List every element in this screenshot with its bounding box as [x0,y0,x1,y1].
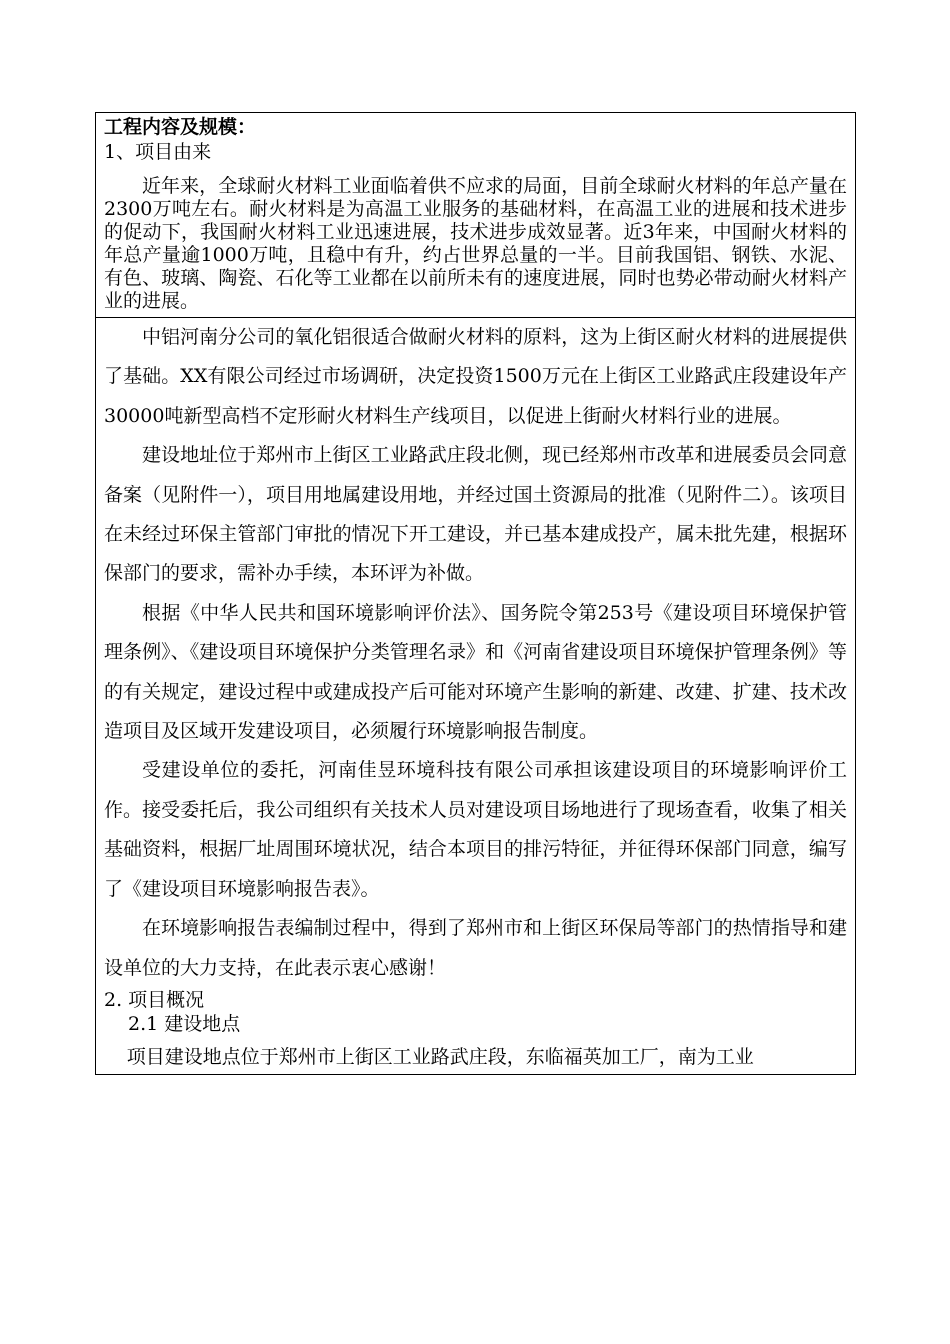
paragraph-7: 项目建设地点位于郑州市上街区工业路武庄段，东临福英加工厂，南为工业 [126,1045,754,1068]
paragraph-2: 中铝河南分公司的氧化铝很适合做耐火材料的原料，这为上街区耐火材料的进展提供了基础。XX有限公司经过市场调研，决定投资1500万元在上街区工业路武庄段建设年产30000吨新型高档不定形耐火材料生产线项目，以促进上街耐火材料行业的进展。 [104,326,847,427]
paragraph-4: 根据《中华人民共和国环境影响评价法》、国务院令第253号《建设项目环境保护管理条例》、《建设项目环境保护分类管理名录》和《河南省建设项目环境保护管理条例》等的有关规定，建设过程中或建成投产后可能对环境产生影响的新建、改建、扩建、技术改造项目及区域开发建设项目，必须履行环境影响报告制度。 [104,601,847,743]
paragraph-1: 近年来，全球耐火材料工业面临着供不应求的局面，目前全球耐火材料的年总产量在2300万吨左右。耐火材料是为高温工业服务的基础材料，在高温工业的进展和技术进步的促动下，我国耐火材料工业迅速进展，技术进步成效显著。近3年来，中国耐火材料的年总产量逾1000万吨，且稳中有升，约占世界总量的一半。目前我国铝、钢铁、水泥、有色、玻璃、陶瓷、石化等工业都在以前所未有的速度进展，同时也势必带动耐火材料产业的进展。 [104,175,847,312]
section2-1-title: 2.1 建设地点 [128,1012,241,1035]
paragraph-6: 在环境影响报告表编制过程中，得到了郑州市和上街区环保局等部门的热情指导和建设单位的大力支持，在此表示衷心感谢！ [104,917,847,979]
section2-title: 2. 项目概况 [104,988,205,1011]
paragraph-5: 受建设单位的委托，河南佳昱环境科技有限公司承担该建设项目的环境影响评价工作。接受委托后，我公司组织有关技术人员对建设项目场地进行了现场查看，收集了相关基础资料，根据厂址周围环境状况，结合本项目的排污特征，并征得环保部门同意，编写了《建设项目环境影响报告表》。 [104,759,847,900]
table-cell-body [96,318,855,1074]
item1-title: 1、项目由来 [104,141,212,163]
section-title: 工程内容及规模： [104,116,257,138]
paragraph-3: 建设地址位于郑州市上街区工业路武庄段北侧，现已经郑州市改革和进展委员会同意备案（见附件一），项目用地属建设用地，并经过国土资源局的批准（见附件二）。该项目在未经过环保主管部门审批的情况下开工建设，并已基本建成投产，属未批先建，根据环保部门的要求，需补办手续，本环评为补做。 [104,444,847,585]
content-table [95,112,856,1075]
table-cell-intro [96,113,855,318]
